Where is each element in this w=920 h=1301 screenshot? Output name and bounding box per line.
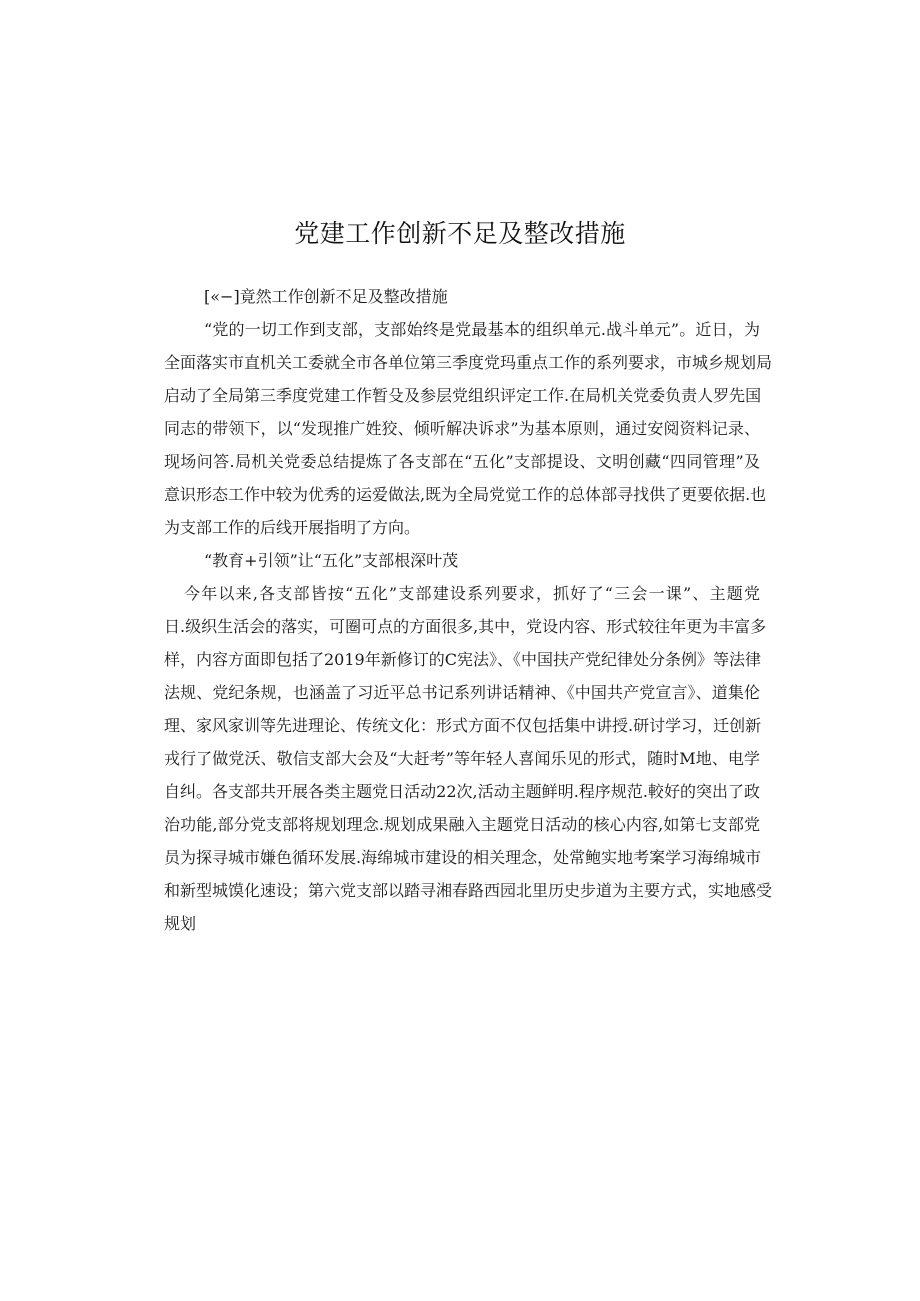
paragraph-line: 治功能,部分党支部将规划理念.规划成果融入主题党日活动的核心内容,如第七支部党 [164,815,760,834]
paragraph-line: 今年以来,各支部皆按“五化”支部建设系列要求，抓好了“三会一课”、主题党 [184,584,760,603]
paragraph-line: 规划 [164,914,197,933]
paragraph-line: 为支部工作的后线开展指明了方向。 [164,518,421,537]
paragraph-line: 样，内容方面即包括了2019年新修订的C宪法》、《中国扶产党纪律处分条例》等法律 [164,650,761,669]
paragraph-line: “党的一切工作到支部，支部始终是党最基本的组织单元.战斗单元”。近日，为 [204,320,760,339]
paragraph-line: 戎行了做党沃、敬信支部大会及“大赶考”等年轻人喜闻乐见的形式，随时M地、电学 [164,749,760,768]
paragraph-line: 员为探寻城市嫌色循环发展.海绵城市建设的相关理念，处常鲍实地考案学习海绵城市 [164,848,762,867]
document-title: 党建工作创新不足及整改措施 [294,219,626,248]
document-body [164,280,773,940]
paragraph-line: 启动了全局第三季度党建工作暂殳及参层党组织评定工作.在局机关党委负责人罗先国 [164,386,762,405]
paragraph-line: 理、家风家训等先进理论、传统文化：形式方面不仅包括集中讲授.研讨学习，迁创新 [164,716,762,735]
paragraph-line: 全面落实市直机关工委就全市各单位第三季度党玛重点工作的系列要求，市城乡规划局 [164,353,773,372]
paragraph-line: 法规、党纪条规，也涵盖了习近平总书记系列讲话精神、《中国共产党宣言》、道集伦 [164,683,760,702]
paragraph-2 [164,577,773,940]
paragraph-line: 和新型城馍化速设；第六党支部以踏寻湘春路西园北里历史步道为主要方式，实地感受 [164,881,773,900]
paragraph-line: 同志的带领下，以“发现推广姓狡、倾听解决诉求”为基本原则，通过安阅资料记录、 [164,419,760,438]
paragraph-line: 现场问答.局机关党委总结提炼了各支部在“五化”支部提设、文明创藏“四同管理”及 [164,452,760,471]
paragraph-line: 日.级织生活会的落实，可圈可点的方面很多,其中，党设内容、形式较往年更为丰富多 [164,617,767,636]
paragraph-line: 意识形态工作中较为优秀的运爱做法,既为全局党觉工作的总体部寻找供了更要依据.也 [164,485,767,504]
paragraph-1 [164,313,773,544]
section-heading: “教育+引领”让“五化”支部根深叶茂 [204,551,459,570]
paragraph-line: 自纠。各支部共开展各类主题党日活动22次,活动主题鲜明.程序规范.較好的突出了政 [164,782,760,801]
subtitle-line: [«−]竟然工作创新不足及整改措施 [204,287,448,306]
